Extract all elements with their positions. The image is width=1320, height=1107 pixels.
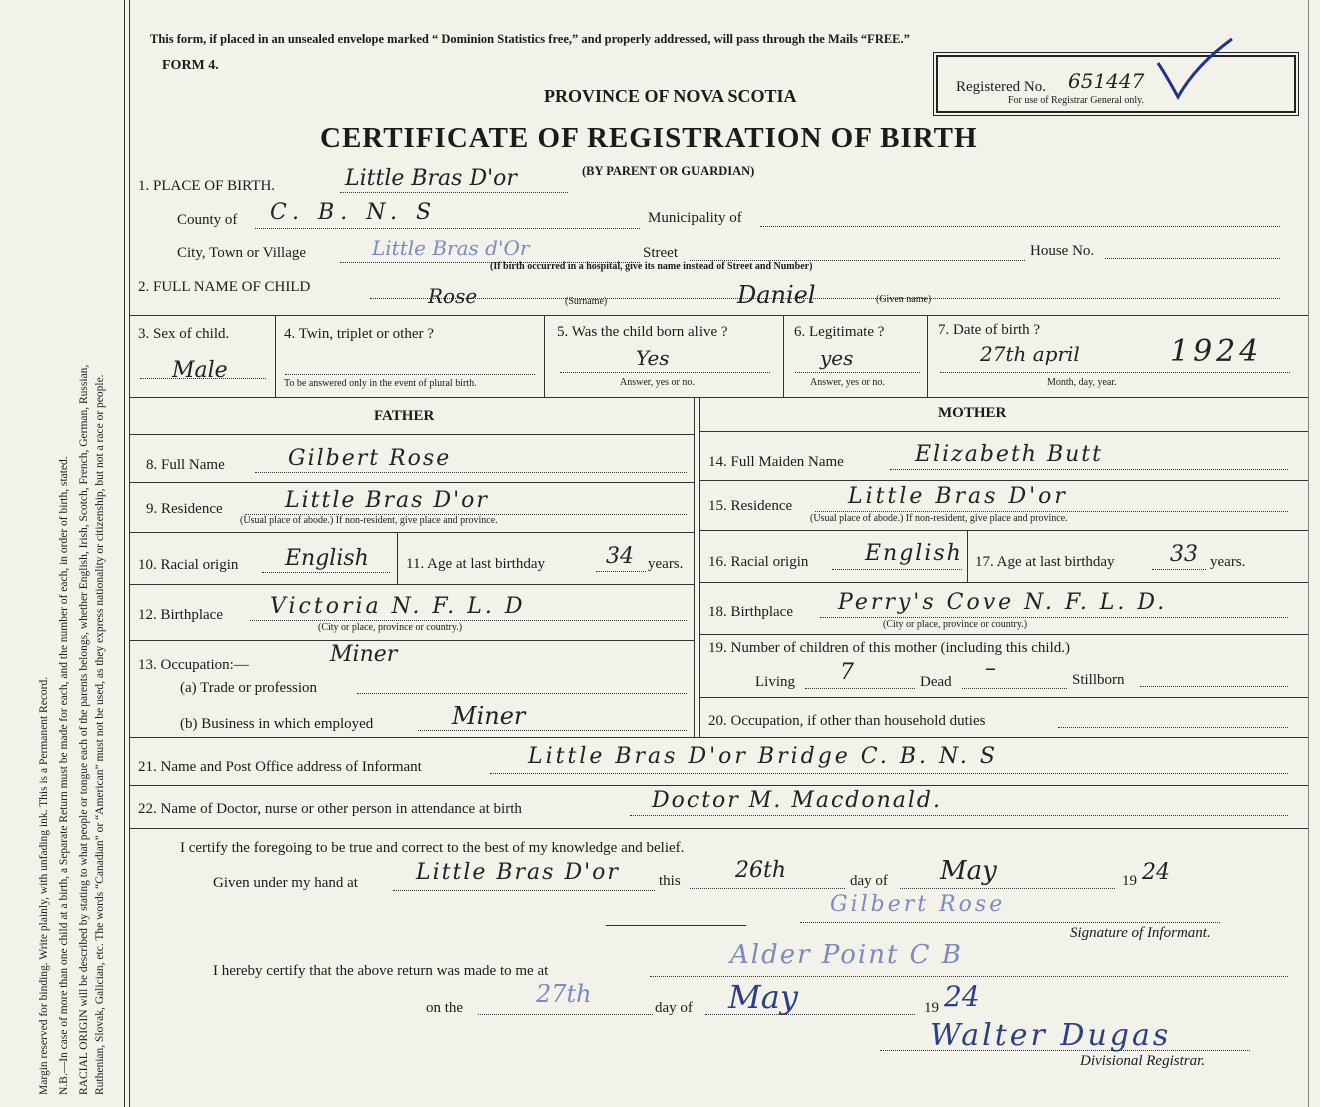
- doctor-rule: [130, 828, 1308, 829]
- mother-heading: MOTHER: [938, 405, 1007, 421]
- mother-res-note: (Usual place of abode.) If non-resident, give place and province.: [810, 513, 1068, 524]
- certify-month-line: [900, 888, 1115, 889]
- mother-race-label: 16. Racial origin: [708, 554, 809, 570]
- margin-rule: [124, 0, 125, 1107]
- place-of-birth-label: 1. PLACE OF BIRTH.: [138, 178, 276, 194]
- mother-age-value: 33: [1170, 542, 1198, 567]
- certify-year-prefix: 19: [1122, 873, 1137, 889]
- father-age-value: 34: [606, 544, 634, 569]
- certify-dayof-label: day of: [850, 873, 888, 889]
- certify-day-line: [690, 888, 845, 889]
- informant-value: Little Bras D'or Bridge C. B. N. S: [528, 744, 998, 769]
- house-no-label: House No.: [1030, 243, 1095, 259]
- living-label: Living: [755, 674, 795, 690]
- father-occupation-value: Miner: [330, 642, 398, 667]
- certify-month-value: May: [940, 856, 997, 886]
- father-race-divider: [397, 532, 398, 584]
- father-row-rule-3: [130, 584, 694, 585]
- sex-line: [140, 378, 266, 379]
- father-name-value: Gilbert Rose: [288, 446, 452, 471]
- father-heading: FATHER: [374, 408, 435, 424]
- registrar-year-value: 24: [944, 980, 980, 1013]
- this-label: this: [659, 873, 681, 889]
- dead-label: Dead: [920, 674, 952, 690]
- father-name-line: [255, 472, 687, 473]
- twin-label: 4. Twin, triplet or other ?: [284, 326, 434, 342]
- margin-note-4: Ruthenian, Slovak, Galician, etc. The words “Canadian” or “American” must not be used, as they express nationality or citizenship, but not a race or people.: [94, 374, 106, 1095]
- sex-label: 3. Sex of child.: [138, 326, 230, 342]
- legitimate-value: yes: [820, 346, 854, 370]
- mother-row-rule-3: [699, 582, 1308, 583]
- mother-row-rule-5: [699, 697, 1308, 698]
- registrar-text: I hereby certify that the above return was made to me at: [213, 963, 549, 979]
- parents-divider: [694, 397, 695, 737]
- given-place-value: Little Bras D'or: [416, 860, 620, 885]
- child-name-line: [370, 298, 1280, 299]
- details-divider-3: [783, 315, 784, 397]
- father-age-label: 11. Age at last birthday: [406, 556, 545, 572]
- mother-name-line: [890, 469, 1288, 470]
- informant-signature-line: [800, 922, 1220, 923]
- living-value: 7: [840, 660, 854, 685]
- municipality-label: Municipality of: [648, 210, 742, 226]
- registrar-month-line: [705, 1014, 915, 1015]
- house-no-line: [1105, 258, 1280, 259]
- margin-note-3: RACIAL ORIGIN will be described by stating to what people or tongue each of the parents belongs, whether English, Irish, Scotch, French, German, Russian,: [78, 364, 90, 1095]
- details-top-rule: [130, 315, 1308, 316]
- mother-race-divider: [967, 530, 968, 582]
- registrar-month-value: May: [728, 978, 798, 1016]
- mother-name-label: 14. Full Maiden Name: [708, 454, 844, 470]
- father-birthplace-line: [250, 620, 687, 621]
- given-place-line: [393, 890, 655, 891]
- certify-separator: [606, 925, 746, 926]
- certify-text: I certify the foregoing to be true and correct to the best of my knowledge and belief.: [180, 840, 685, 856]
- dead-line: [962, 688, 1067, 689]
- business-value: Miner: [452, 702, 526, 730]
- children-count-label: 19. Number of children of this mother (including this child.): [708, 640, 1071, 656]
- legitimate-label: 6. Legitimate ?: [794, 324, 885, 340]
- living-line: [805, 688, 915, 689]
- province-title: PROVINCE OF NOVA SCOTIA: [544, 86, 797, 106]
- mother-age-line: [1152, 569, 1206, 570]
- dob-value: 27th april: [980, 342, 1080, 366]
- trade-line: [357, 693, 687, 694]
- registered-number: 651447: [1068, 69, 1145, 93]
- registrar-day-value: 27th: [536, 980, 592, 1008]
- informant-line: [490, 773, 1288, 774]
- father-race-value: English: [285, 546, 369, 571]
- business-line: [418, 730, 687, 731]
- margin-note-2: N.B.—In case of more than one child at a birth, a Separate Return must be made for each, and the number of each, in order of birth, stated.: [58, 456, 70, 1095]
- mother-age-label: 17. Age at last birthday: [975, 554, 1115, 570]
- doctor-label: 22. Name of Doctor, nurse or other person in attendance at birth: [138, 801, 522, 817]
- registrar-place-line: [650, 976, 1288, 977]
- given-label: Given under my hand at: [213, 875, 358, 891]
- margin-rule-inner: [129, 0, 130, 1107]
- father-res-value: Little Bras D'or: [285, 488, 489, 513]
- dob-label: 7. Date of birth ?: [938, 322, 1041, 338]
- father-name-label: 8. Full Name: [146, 457, 225, 473]
- right-edge-rule: [1308, 0, 1309, 1107]
- stillborn-label: Stillborn: [1072, 672, 1125, 688]
- alive-note: Answer, yes or no.: [620, 377, 695, 388]
- registrar-note: For use of Registrar General only.: [1008, 95, 1144, 106]
- registrar-signature: Walter Dugas: [930, 1018, 1172, 1053]
- mother-birthplace-line: [820, 617, 1288, 618]
- mother-birthplace-note: (City or place, province or country.): [883, 619, 1028, 630]
- father-age-line: [596, 571, 646, 572]
- father-birthplace-label: 12. Birthplace: [138, 607, 223, 623]
- legitimate-note: Answer, yes or no.: [810, 377, 885, 388]
- street-label: Street: [643, 245, 678, 261]
- stillborn-line: [1140, 686, 1288, 687]
- dead-value: –: [985, 656, 996, 681]
- informant-signature: Gilbert Rose: [830, 892, 1006, 917]
- mother-occupation-label: 20. Occupation, if other than household duties: [708, 713, 986, 729]
- twin-line: [285, 374, 535, 375]
- mother-race-line: [832, 569, 962, 570]
- father-occupation-label: 13. Occupation:—: [138, 657, 249, 673]
- details-divider-2: [544, 315, 545, 397]
- father-row-rule-4: [130, 640, 694, 641]
- registrar-day-line: [478, 1014, 653, 1015]
- mother-row-rule-1: [699, 480, 1308, 481]
- place-of-birth-value: Little Bras D'or: [345, 166, 517, 191]
- trade-label: (a) Trade or profession: [180, 680, 318, 696]
- father-race-line: [262, 572, 390, 573]
- mother-row-rule-4: [699, 634, 1308, 635]
- registrar-year-prefix: 19: [924, 1000, 939, 1016]
- mother-res-value: Little Bras D'or: [848, 484, 1068, 509]
- father-row-rule-1: [130, 482, 694, 483]
- informant-label: 21. Name and Post Office address of Informant: [138, 759, 422, 775]
- certify-day-value: 26th: [735, 858, 787, 883]
- city-value: Little Bras d'Or: [372, 236, 530, 260]
- county-value: C. B. N. S: [270, 200, 438, 225]
- dob-year: 1924: [1170, 334, 1263, 369]
- mother-birthplace-label: 18. Birthplace: [708, 604, 793, 620]
- business-label: (b) Business in which employed: [180, 716, 374, 732]
- dob-note: Month, day, year.: [1047, 377, 1117, 388]
- twin-note: To be answered only in the event of plural birth.: [284, 378, 477, 389]
- registered-label: Registered No.: [956, 79, 1046, 95]
- child-given-value: Daniel: [737, 281, 816, 309]
- by-parent-label: (BY PARENT OR GUARDIAN): [582, 164, 755, 178]
- mother-name-value: Elizabeth Butt: [915, 442, 1103, 467]
- county-line: [255, 228, 640, 229]
- child-name-label: 2. FULL NAME OF CHILD: [138, 279, 311, 295]
- mother-row-rule-2: [699, 530, 1308, 531]
- father-birthplace-value: Victoria N. F. L. D: [270, 594, 526, 619]
- municipality-line: [760, 226, 1280, 227]
- county-label: County of: [177, 212, 238, 228]
- father-res-label: 9. Residence: [146, 501, 223, 517]
- place-of-birth-line: [340, 192, 568, 193]
- mother-head-rule: [699, 431, 1308, 432]
- registered-box: [936, 55, 1296, 113]
- informant-signature-label: Signature of Informant.: [1070, 925, 1211, 941]
- father-years-label: years.: [648, 556, 684, 572]
- father-race-label: 10. Racial origin: [138, 557, 239, 573]
- alive-value: Yes: [636, 346, 670, 370]
- child-surname-value: Rose: [428, 284, 478, 308]
- checkmark-icon: [1156, 35, 1236, 105]
- mother-res-line: [815, 511, 1288, 512]
- child-surname-label: (Surname): [565, 296, 608, 307]
- mother-race-value: English: [865, 541, 963, 566]
- alive-label: 5. Was the child born alive ?: [557, 324, 728, 340]
- certify-year-value: 24: [1142, 860, 1170, 885]
- child-given-label: (Given name): [876, 294, 932, 305]
- mother-occupation-line: [1058, 727, 1288, 728]
- father-birthplace-note: (City or place, province or country.): [318, 622, 463, 633]
- informant-rule: [130, 785, 1308, 786]
- registrar-dayof-label: day of: [655, 1000, 693, 1016]
- mail-notice: This form, if placed in an unsealed envelope marked “ Dominion Statistics free,” and properly addressed, will pass through the Mails “FREE.”: [150, 32, 910, 46]
- mother-years-label: years.: [1210, 554, 1246, 570]
- margin-note-1: Margin reserved for binding. Write plainly, with unfading ink. This is a Permanent Record.: [38, 676, 50, 1095]
- registrar-place-value: Alder Point C B: [730, 940, 963, 970]
- registrar-signature-label: Divisional Registrar.: [1080, 1053, 1206, 1069]
- doctor-value: Doctor M. Macdonald.: [652, 788, 943, 813]
- street-note: (If birth occurred in a hospital, give its name instead of Street and Number): [490, 261, 813, 272]
- alive-line: [560, 372, 770, 373]
- details-divider-1: [275, 315, 276, 397]
- details-bottom-rule: [130, 397, 1308, 398]
- details-divider-4: [927, 315, 928, 397]
- registrar-on-label: on the: [426, 1000, 464, 1016]
- legitimate-line: [795, 372, 920, 373]
- form-number: FORM 4.: [162, 58, 219, 73]
- mother-birthplace-value: Perry's Cove N. F. L. D.: [838, 590, 1168, 615]
- father-head-rule: [130, 434, 694, 435]
- father-row-rule-2: [130, 532, 694, 533]
- city-label: City, Town or Village: [177, 245, 307, 261]
- mother-res-label: 15. Residence: [708, 498, 793, 514]
- parents-bottom-rule: [130, 737, 1308, 738]
- registrar-signature-line: [880, 1050, 1250, 1051]
- doctor-line: [630, 815, 1288, 816]
- dob-line: [940, 372, 1290, 373]
- parents-divider-2: [699, 397, 700, 737]
- sex-value: Male: [172, 358, 228, 383]
- father-res-note: (Usual place of abode.) If non-resident, give place and province.: [240, 515, 498, 526]
- certificate-title: CERTIFICATE OF REGISTRATION OF BIRTH: [320, 122, 978, 154]
